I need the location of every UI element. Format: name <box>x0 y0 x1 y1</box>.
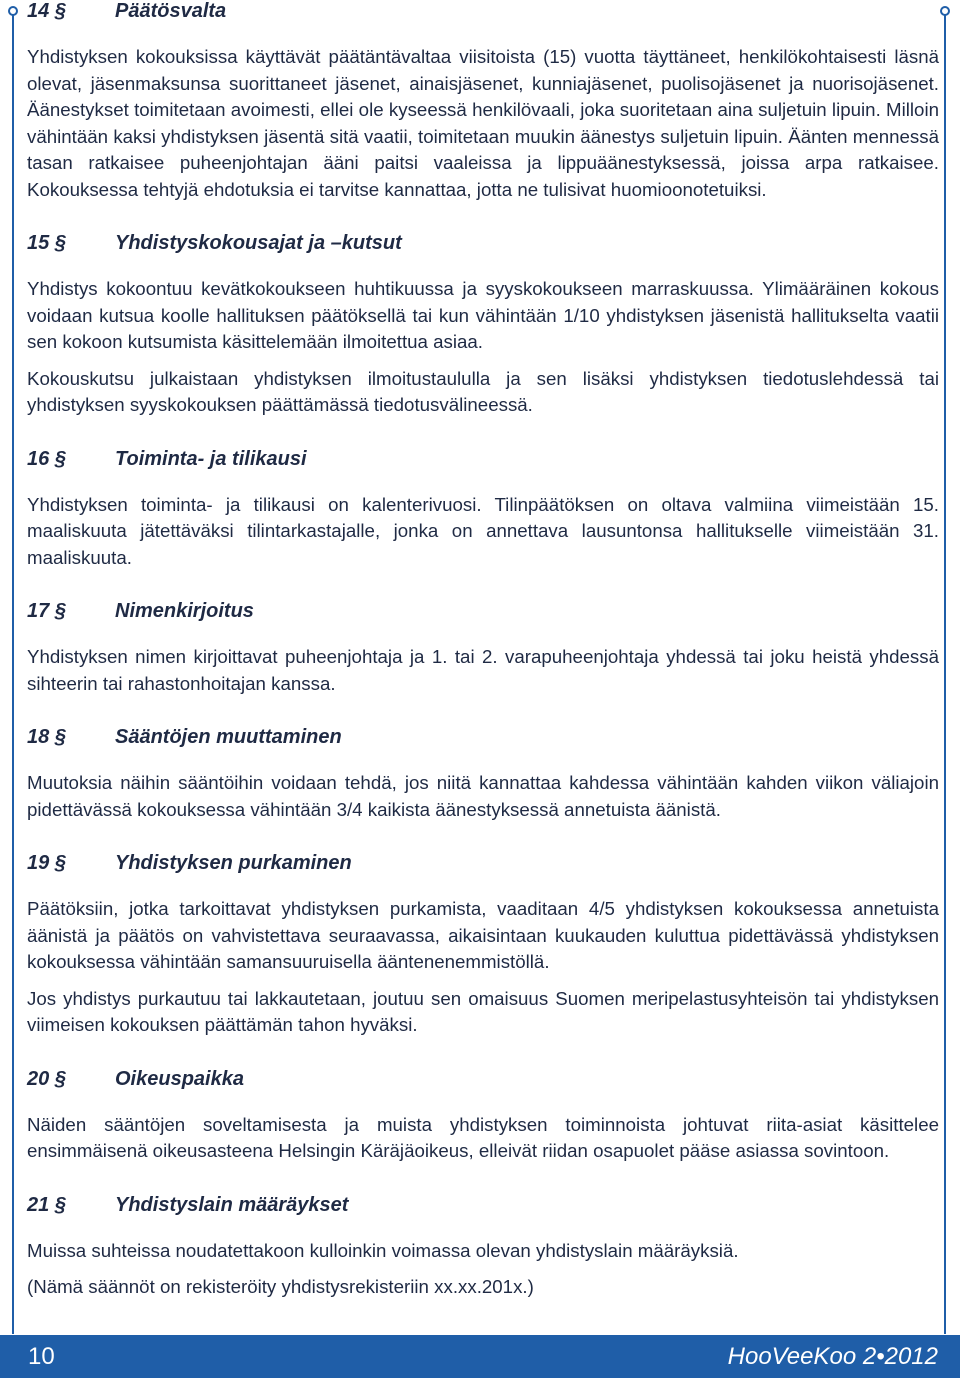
section-title: Oikeuspaikka <box>115 1067 244 1090</box>
section-title: Sääntöjen muuttaminen <box>115 726 342 748</box>
section-title: Toiminta- ja tilikausi <box>115 447 307 470</box>
section-number: 17 § <box>27 600 66 622</box>
section-title: Nimenkirjoitus <box>115 600 254 622</box>
section-heading <box>27 598 939 624</box>
section-paragraph: Jos yhdistys purkautuu tai lakkautetaan, joutuu sen omaisuus Suomen meripelastusyhteisön tai yhdistyksen viimeisen kokouksen päättämän tahon hyväksi. <box>27 987 939 1035</box>
section-title: Yhdistyskokousajat ja –kutsut <box>115 232 402 254</box>
section-paragraph: Päätöksiin, jotka tarkoittavat yhdistyksen purkamista, vaaditaan 4/5 yhdistyksen kokouksessa annetuista äänistä ja päätös on vahvistettava seuraavassa, aikaisintaan kuukauden kuluttua pidettävässä yhdistyksen kokouksessa vähintään samansuuruisella ääntenenemmistöllä. <box>27 898 939 972</box>
section-paragraph: (Nämä säännöt on rekisteröity yhdistysrekisteriin xx.xx.201x.) <box>27 1276 534 1297</box>
section-number: 18 § <box>27 726 66 748</box>
section-heading <box>27 850 939 876</box>
page-footer <box>0 1335 960 1378</box>
section-heading <box>27 724 939 750</box>
section <box>27 724 939 823</box>
section-paragraph: Muutoksia näihin sääntöihin voidaan tehdä, jos niitä kannattaa kahdessa vähintään kahden viikon väliajoin pidettävässä kokouksessa vähintään 3/4 kaikista äänestyksessä annetuista äänistä. <box>27 772 939 820</box>
section-paragraph: Yhdistyksen nimen kirjoittavat puheenjohtaja ja 1. tai 2. varapuheenjohtaja yhdessä tai joku heistä yhdessä sihteerin tai rahastonhoitajan kanssa. <box>27 646 939 694</box>
section <box>27 0 939 203</box>
section-paragraph: Muissa suhteissa noudatettakoon kulloinkin voimassa olevan yhdistyslain määräyksiä. <box>27 1239 739 1261</box>
section-title: Päätösvalta <box>115 0 227 22</box>
frame-line-left <box>12 12 14 1334</box>
section <box>27 850 939 1039</box>
section <box>27 230 939 419</box>
section-paragraph: Yhdistyksen toiminta- ja tilikausi on kalenterivuosi. Tilinpäätöksen on oltava valmiina viimeistään 15. maaliskuuta jätettäväksi tilintarkastajalle, jonka on annettava lausuntonsa hallitukselle viimeistään 31. maaliskuuta. <box>27 493 939 568</box>
frame-dot-right <box>940 6 950 16</box>
section-title: Yhdistyksen purkaminen <box>115 852 352 874</box>
section-paragraph: Näiden sääntöjen soveltamisesta ja muista yhdistyksen toiminnoista johtuvat riita-asiat käsittelee ensimmäisenä oikeusasteena Helsingin Käräjäoikeus, elleivät riidan osapuolet pääse asiassa sovintoon. <box>27 1113 939 1161</box>
section-heading <box>27 0 939 24</box>
section <box>27 1192 939 1301</box>
section <box>27 1066 939 1165</box>
section-number: 19 § <box>27 852 66 874</box>
section-title: Yhdistyslain määräykset <box>115 1193 349 1216</box>
section-heading <box>27 446 939 472</box>
document-body <box>27 0 939 1301</box>
section-heading <box>27 1192 939 1218</box>
section-paragraph: Kokouskutsu julkaistaan yhdistyksen ilmoitustaululla ja sen lisäksi yhdistyksen tiedotuslehdessä tai yhdistyksen syyskokouksen päättämässä tiedotusvälineessä. <box>27 367 939 415</box>
section <box>27 446 939 572</box>
section <box>27 598 939 697</box>
publication-brand: HooVeeKoo 2•2012 <box>727 1343 938 1370</box>
section-number: 21 § <box>27 1193 66 1216</box>
section-heading <box>27 230 939 256</box>
frame-dot-left <box>8 6 18 16</box>
section-number: 15 § <box>27 232 66 254</box>
section-number: 16 § <box>27 447 66 470</box>
page-number: 10 <box>28 1343 55 1370</box>
section-paragraph: Yhdistys kokoontuu kevätkokoukseen huhtikuussa ja syyskokoukseen marraskuussa. Ylimääräinen kokous voidaan kutsua koolle hallituksen päätöksellä tai kun vähintään 1/10 yhdistyksen jäsenistä hallitukselta vaatii sen kokoon kutsumista käsittelemään ilmoitettua asiaa. <box>27 278 939 352</box>
section-number: 14 § <box>27 0 66 22</box>
section-paragraph: Yhdistyksen kokouksissa käyttävät päätäntävaltaa viisitoista (15) vuotta täyttäneet, henkilökohtaisesti läsnä olevat, jäsenmaksunsa suorittaneet jäsenet, ainaisjäsenet, kunniajäsenet, puolisojäsenet ja nuorisojäsenet. Äänestykset toimitetaan avoimesti, ellei ole kyseessä henkilövaali, joka suoritetaan aina suljetuin lipuin. Milloin vähintään kaksi yhdistyksen jäsentä sitä vaatii, toimitetaan muukin äänestys suljetuin lipuin. Äänten mennessä tasan ratkaisee puheenjohtajan ääni paitsi vaaleissa ja lippuäänestyksessä, joissa arpa ratkaisee. Kokouksessa tehtyjä ehdotuksia ei tarvitse kannattaa, jotta ne tulisivat huomioonotetuiksi. <box>27 46 939 200</box>
section-number: 20 § <box>27 1067 66 1090</box>
frame-line-right <box>944 12 946 1334</box>
section-heading <box>27 1066 939 1092</box>
